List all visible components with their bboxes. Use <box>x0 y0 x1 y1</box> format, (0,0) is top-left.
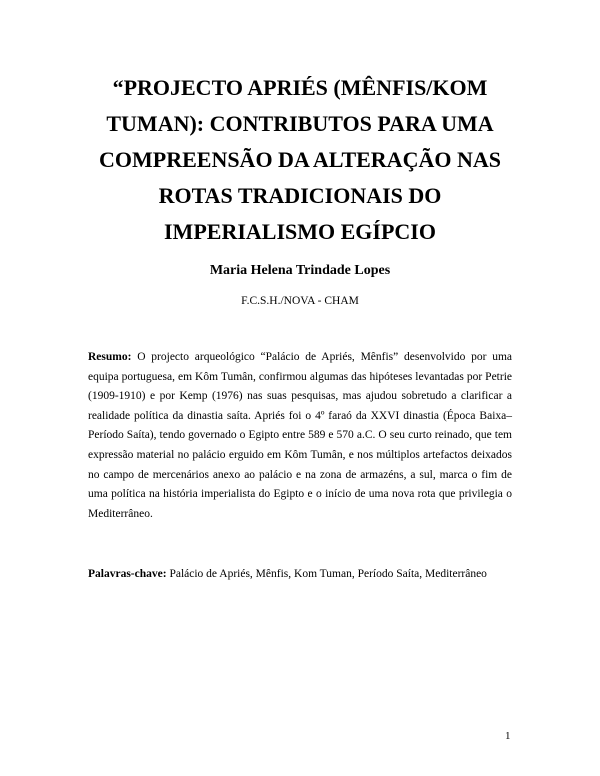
keywords-label: Palavras-chave: <box>88 568 167 580</box>
abstract-label: Resumo: <box>88 351 132 363</box>
keywords <box>88 566 512 582</box>
abstract-text: O projecto arqueológico “Palácio de Apriés, Mênfis” desenvolvido por uma equipa portuguesa, em Kôm Tumân, confirmou algumas das hipóteses levantadas por Petrie (1909-1910) e por Kemp (1976) nas suas pesquisas, mas ajudou sobretudo a clarificar a realidade política da dinastia saíta. Apriés foi o 4º faraó da XXVI dinastia (Época Baixa–Período Saíta), tendo governado o Egipto entre 589 e 570 a.C. O seu curto reinado, que tem expressão material no palácio erguido em Kôm Tumân, e nos múltiplos artefactos deixados no campo de mercenários anexo ao palácio e na zona de armazéns, a sul, marca o fim de uma política na história imperialista do Egipto e o início de uma nova rota que privilegia o Mediterrâneo. <box>88 351 513 520</box>
keywords-text: Palácio de Apriés, Mênfis, Kom Tuman, Período Saíta, Mediterrâneo <box>169 568 487 580</box>
author-affiliation: F.C.S.H./NOVA - CHAM <box>241 295 359 307</box>
page-number: 1 <box>505 730 511 742</box>
abstract <box>88 348 512 524</box>
author-name: Maria Helena Trindade Lopes <box>209 263 391 278</box>
paper-title: “PROJECTO APRIÉS (MÊNFIS/KOM TUMAN): CONTRIBUTOS PARA UMA COMPREENSÃO DA ALTERAÇÃO NAS ROTAS TRADICIONAIS DO IMPERIALISMO EGÍPCIO <box>99 75 501 244</box>
